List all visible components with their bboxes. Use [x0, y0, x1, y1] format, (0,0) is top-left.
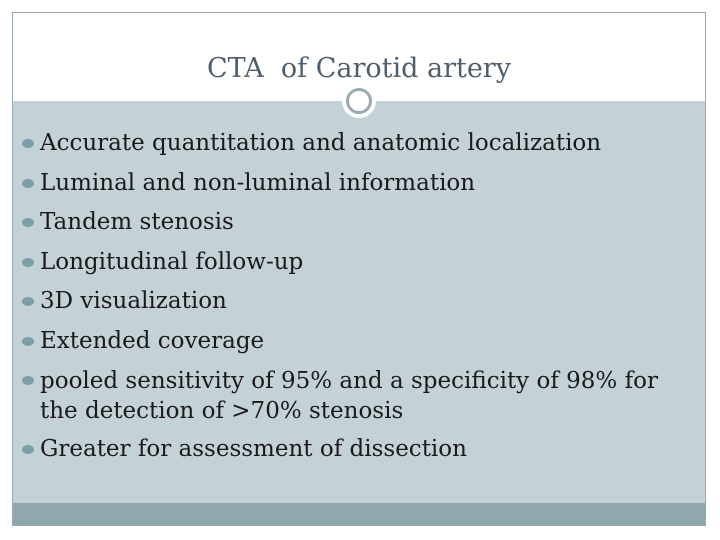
bullet-icon	[22, 258, 34, 267]
bullet-item	[22, 361, 682, 430]
bullet-item	[22, 282, 682, 322]
bullet-icon	[22, 179, 34, 188]
bullet-text: 3D visualization	[40, 288, 227, 314]
bullet-list	[22, 124, 682, 470]
bullet-item	[22, 430, 682, 470]
bullet-item	[22, 124, 682, 164]
bullet-text: Accurate quantitation and anatomic localization	[40, 130, 602, 156]
bullet-item	[22, 164, 682, 204]
bullet-item	[22, 243, 682, 283]
bullet-icon	[22, 445, 34, 454]
bullet-icon	[22, 139, 34, 148]
bullet-icon	[22, 376, 34, 385]
bullet-text: Greater for assessment of dissection	[40, 436, 467, 462]
bullet-icon	[22, 218, 34, 227]
footer-band	[13, 503, 705, 525]
bullet-item	[22, 203, 682, 243]
bullet-text: Extended coverage	[40, 327, 265, 354]
bullet-icon	[22, 337, 34, 346]
bullet-text: Longitudinal follow-up	[40, 248, 304, 275]
bullet-icon	[22, 297, 34, 306]
bullet-text: Tandem stenosis	[40, 209, 234, 235]
bullet-text: Luminal and non-luminal information	[40, 169, 476, 196]
circle-ornament-icon	[342, 84, 376, 118]
bullet-item	[22, 322, 682, 362]
bullet-text: pooled sensitivity of 95% and a specificity of 98% for the detection of >70% stenosis	[40, 368, 658, 424]
slide-title: CTA of Carotid artery	[207, 53, 511, 84]
